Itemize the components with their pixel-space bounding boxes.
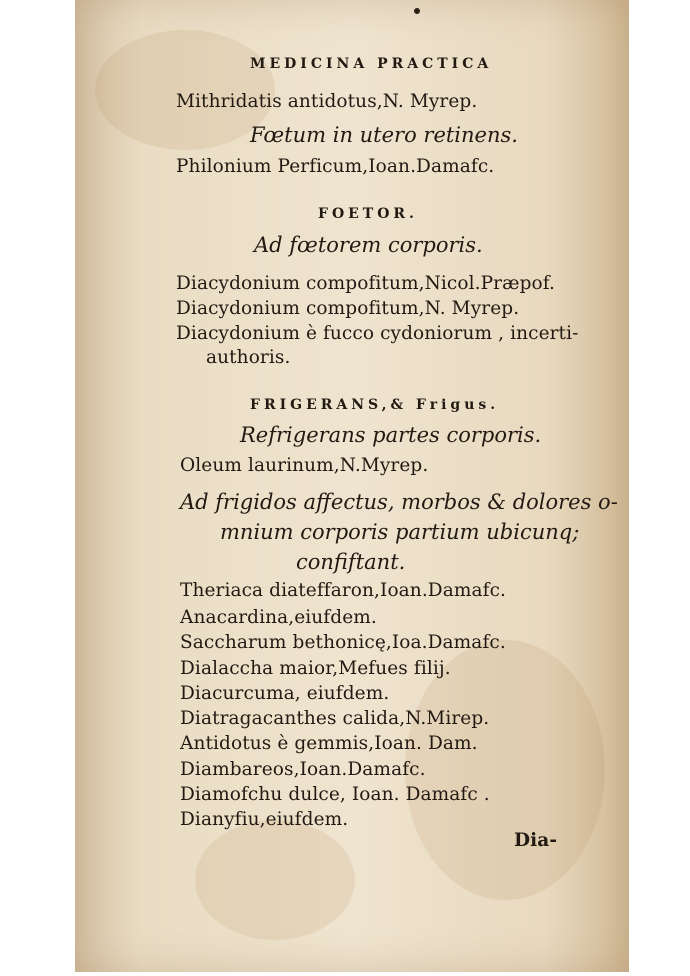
section-subheading: Ad fœtorem corporis. (254, 233, 483, 257)
text-line: authoris. (206, 347, 291, 368)
catchword: Dia- (514, 830, 558, 851)
text-line: Saccharum bethonicę,Ioa.Damafc. (180, 632, 506, 653)
text-line: Dianyfiu,eiufdem. (180, 809, 349, 830)
section-subheading: confiftant. (296, 550, 406, 574)
text-line: Anacardina,eiufdem. (180, 607, 377, 628)
text-line: Theriaca diateffaron,Ioan.Damafc. (180, 580, 507, 601)
text-line: Dialaccha maior,Mefues filij. (180, 658, 451, 679)
paper-stain (195, 820, 355, 940)
section-heading: FOETOR. (318, 206, 418, 222)
text-line: Diamofchu dulce, Ioan. Damafc . (180, 784, 490, 805)
section-subheading: Refrigerans partes corporis. (240, 423, 542, 447)
section-subheading: Ad frigidos affectus, morbos & dolores o- (180, 490, 618, 514)
section-subheading: mnium corporis partium ubicunq; (220, 520, 580, 544)
ink-mark (414, 8, 420, 14)
running-head: MEDICINA PRACTICA (250, 56, 493, 72)
text-line: Antidotus è gemmis,Ioan. Dam. (180, 733, 478, 754)
section-subheading: Fœtum in utero retinens. (250, 123, 518, 147)
text-line: Diacydonium compofitum,Nicol.Præpof. (176, 273, 556, 294)
paper-stain (405, 640, 605, 900)
text-line: Diambareos,Ioan.Damafc. (180, 759, 426, 780)
text-line: Diacydonium compofitum,N. Myrep. (176, 298, 520, 319)
text-line: Diatragacanthes calida,N.Mirep. (180, 708, 490, 729)
text-line: Diacydonium è fucco cydoniorum , incerti- (176, 323, 579, 344)
section-heading: FRIGERANS,& Frigus. (250, 397, 500, 413)
text-line: Mithridatis antidotus,N. Myrep. (176, 91, 478, 112)
text-line: Diacurcuma, eiufdem. (180, 683, 390, 704)
text-line: Philonium Perficum,Ioan.Damafc. (176, 156, 495, 177)
text-line: Oleum laurinum,N.Myrep. (180, 455, 429, 476)
paper-stain (95, 30, 275, 150)
